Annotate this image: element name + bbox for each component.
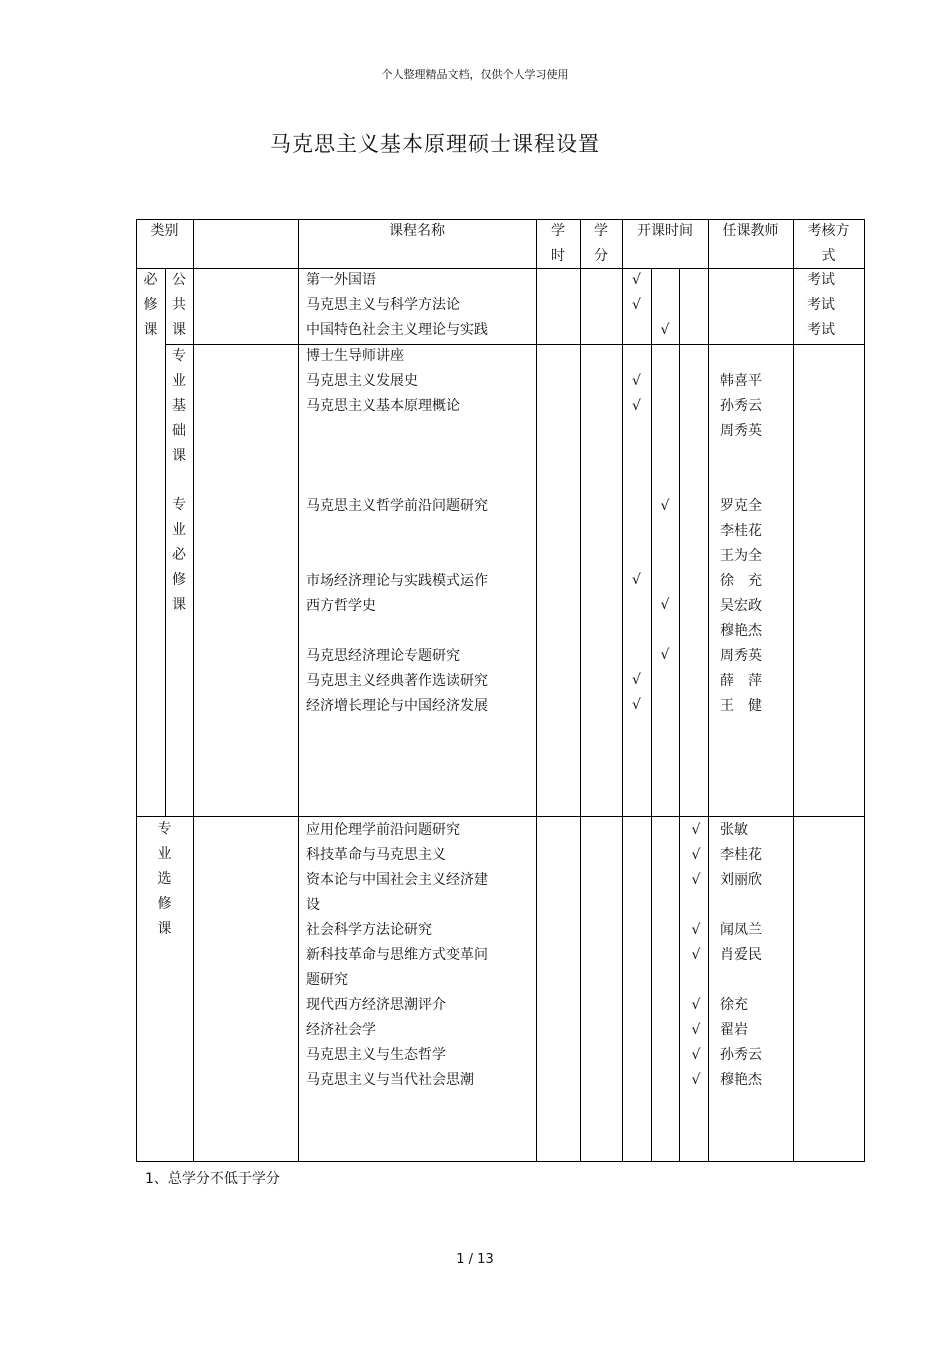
list-item: 资本论与中国社会主义经济建: [306, 872, 488, 888]
major-check: √: [660, 498, 670, 514]
list-item: [720, 968, 762, 993]
header-hours: [536, 219, 580, 269]
group-char: 课: [143, 322, 158, 338]
list-item: 题研究: [306, 972, 348, 988]
major-check: √: [632, 672, 641, 688]
list-item: 中国特色社会主义理论与实践: [306, 322, 488, 338]
list-item: 李桂花: [720, 523, 762, 539]
list-item: 吴宏政: [720, 598, 762, 614]
list-item: 马克思经济理论专题研究: [306, 648, 460, 664]
list-item: 马克思主义哲学前沿问题研究: [306, 498, 488, 514]
table-vline-term2: [679, 268, 680, 1162]
header-credits-line: 分: [594, 248, 608, 264]
elective-course-list: [306, 818, 488, 1093]
header-teacher: 任课教师: [722, 223, 779, 239]
table-vline-sub: [193, 219, 194, 1162]
list-item: 肖爱民: [720, 947, 762, 963]
header-category: 类别: [150, 223, 179, 239]
group-char: 修: [143, 297, 158, 313]
table-elective-divider: [136, 816, 865, 817]
group-char: 础: [172, 423, 186, 439]
table-vline-term1: [651, 268, 652, 1162]
list-item: [720, 444, 762, 469]
group-char: 专: [172, 497, 186, 513]
group-char: 专: [172, 348, 186, 364]
list-item: 马克思主义基本原理概论: [306, 398, 460, 414]
list-item: 王 健: [720, 698, 762, 714]
group-char: 选: [157, 871, 172, 887]
list-item: 马克思主义经典著作选读研究: [306, 673, 488, 689]
list-item: 闻凤兰: [720, 922, 762, 938]
list-item: 翟岩: [720, 1022, 748, 1038]
list-item: 设: [306, 897, 320, 913]
list-item: 考试: [807, 297, 835, 313]
list-item: 现代西方经济思潮评介: [306, 997, 446, 1013]
list-item: 经济增长理论与中国经济发展: [306, 698, 488, 714]
page-title: 马克思主义基本原理硕士课程设置: [270, 132, 600, 156]
list-item: 经济社会学: [306, 1022, 376, 1038]
list-item: √: [691, 1022, 701, 1038]
list-item: [306, 419, 488, 444]
list-item: [720, 469, 762, 494]
header-exam: [793, 219, 864, 269]
list-item: 周秀英: [720, 648, 762, 664]
header-credits-line: 学: [594, 223, 608, 239]
group-required-label: [136, 268, 165, 343]
group-char: 课: [157, 921, 172, 937]
list-item: 市场经济理论与实践模式运作: [306, 573, 488, 589]
header-exam-line: 考核方: [807, 223, 850, 239]
list-item: 科技革命与马克思主义: [306, 847, 446, 863]
list-item: [306, 519, 488, 544]
group-elective-label: [136, 817, 193, 942]
major-course-list: [306, 344, 488, 719]
list-item: √: [691, 872, 701, 888]
list-item: [684, 968, 708, 993]
list-item: 社会科学方法论研究: [306, 922, 432, 938]
group-char: 共: [172, 297, 186, 313]
major-check: √: [632, 697, 641, 713]
group-char: 基: [172, 398, 186, 414]
group-char: 必: [143, 272, 158, 288]
elective-teacher-list: [720, 818, 762, 1093]
header-credits: [580, 219, 622, 269]
list-item: √: [691, 997, 701, 1013]
course-table: [136, 219, 865, 1162]
list-item: 孙秀云: [720, 398, 762, 414]
list-item: 韩喜平: [720, 373, 762, 389]
header-course-name: 课程名称: [389, 223, 445, 239]
list-item: 第一外国语: [306, 272, 376, 288]
major-check: √: [632, 572, 641, 588]
list-item: √: [691, 947, 701, 963]
list-item: 徐 充: [720, 573, 762, 589]
elective-check-list: [684, 818, 708, 1093]
public-exam-list: [807, 268, 835, 343]
group-char: 必: [172, 547, 186, 563]
public-course-list: [306, 268, 488, 343]
group-char: 业: [172, 522, 186, 538]
group-char: 课: [172, 322, 186, 338]
table-vline-credits: [580, 219, 581, 1162]
group-char: 课: [172, 448, 186, 464]
page-number: 1 / 13: [456, 1252, 494, 1267]
list-item: [720, 893, 762, 918]
list-item: [306, 469, 488, 494]
group-char: 修: [172, 572, 186, 588]
group-basic-label: [165, 344, 193, 469]
major-check: √: [632, 398, 641, 414]
major-teacher-list: [720, 344, 762, 719]
list-item: 应用伦理学前沿问题研究: [306, 822, 460, 838]
group-char: 课: [172, 597, 186, 613]
list-item: 马克思主义发展史: [306, 373, 418, 389]
group-char: 公: [172, 272, 186, 288]
major-check: √: [660, 647, 670, 663]
list-item: 刘丽欣: [720, 872, 762, 888]
list-item: [306, 544, 488, 569]
table-border-left: [136, 219, 137, 1162]
list-item: 西方哲学史: [306, 598, 376, 614]
page-header: 个人整理精品文档，仅供个人学习使用: [381, 68, 569, 81]
list-item: √: [691, 822, 701, 838]
group-char: 业: [172, 373, 186, 389]
list-item: 新科技革命与思维方式变革问: [306, 947, 488, 963]
list-item: 孙秀云: [720, 1047, 762, 1063]
list-item: 周秀英: [720, 423, 762, 439]
group-char: 修: [157, 896, 172, 912]
table-header-divider: [136, 268, 865, 269]
table-vline-exam: [793, 219, 794, 1162]
header-hours-line: 学: [551, 223, 565, 239]
list-item: √: [691, 922, 701, 938]
public-check-1: √: [632, 272, 641, 288]
list-item: 徐充: [720, 997, 748, 1013]
header-term: 开课时间: [637, 223, 693, 239]
list-item: 穆艳杰: [720, 623, 762, 639]
table-vline-teacher: [708, 219, 709, 1162]
list-item: [306, 619, 488, 644]
public-check-2: √: [632, 297, 641, 313]
list-item: √: [691, 847, 701, 863]
list-item: [720, 344, 762, 369]
list-item: [306, 444, 488, 469]
list-item: 张敏: [720, 822, 748, 838]
footnote: 1、总学分不低于学分: [145, 1171, 280, 1187]
table-vline-hours: [536, 219, 537, 1162]
list-item: 马克思主义与当代社会思潮: [306, 1072, 474, 1088]
list-item: 王为全: [720, 548, 762, 564]
list-item: 穆艳杰: [720, 1072, 762, 1088]
group-char: 专: [157, 821, 172, 837]
list-item: 考试: [807, 322, 835, 338]
group-major-required-label: [165, 493, 193, 618]
major-check: √: [632, 373, 641, 389]
list-item: 罗克全: [720, 498, 762, 514]
major-check: √: [660, 597, 670, 613]
group-public-label: [165, 268, 193, 343]
list-item: 马克思主义与科学方法论: [306, 297, 460, 313]
list-item: 李桂花: [720, 847, 762, 863]
table-border-bottom: [136, 1161, 865, 1162]
list-item: 薛 萍: [720, 673, 762, 689]
table-vline-course: [298, 219, 299, 1162]
list-item: 马克思主义与生态哲学: [306, 1047, 446, 1063]
header-hours-line: 时: [551, 248, 565, 264]
public-check-3: √: [660, 322, 670, 338]
group-char: 业: [157, 846, 172, 862]
list-item: [684, 893, 708, 918]
list-item: 考试: [807, 272, 835, 288]
header-exam-line: 式: [821, 248, 836, 264]
list-item: √: [691, 1047, 701, 1063]
list-item: 博士生导师讲座: [306, 348, 404, 364]
table-border-right: [864, 219, 865, 1162]
list-item: √: [691, 1072, 701, 1088]
